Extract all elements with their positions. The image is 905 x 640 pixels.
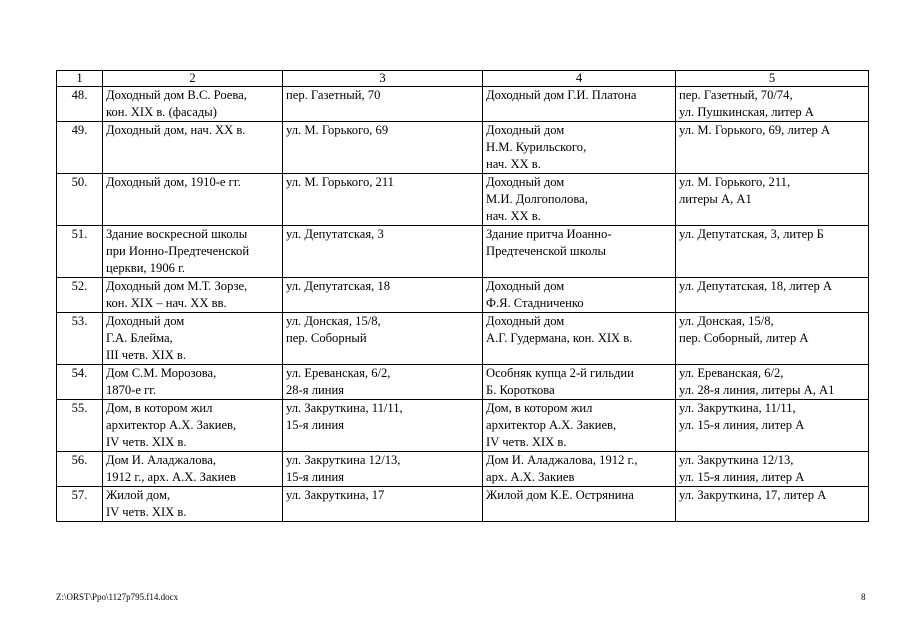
cell-text-line: IV четв. XIX в. [106,435,187,449]
object-address-cell [283,278,483,313]
object-address-cell [283,400,483,452]
historical-name-cell [483,313,676,365]
object-name-cell [103,313,283,365]
current-address-cell [676,487,869,522]
cell-text-line: Г.А. Блейма, [106,331,173,345]
table-row [57,226,869,278]
object-name-cell [103,278,283,313]
cell-text-line: ул. М. Горького, 211 [286,175,394,189]
object-address-cell [283,365,483,400]
cell-text-line: ул. Депутатская, 18, литер А [679,279,833,293]
table-row [57,278,869,313]
cell-text-line: Доходный дом В.С. Роева, [106,88,247,102]
object-address-cell [283,87,483,122]
cell-text-line: III четв. XIX в. [106,348,187,362]
cell-text-line: 15-я линия [286,470,345,484]
cell-text-line: Здание воскресной школы [106,227,248,241]
cell-text-line: ул. Ереванская, 6/2, [286,366,391,380]
cell-text-line: Доходный дом [106,314,185,328]
current-address-cell [676,452,869,487]
row-number-cell: 50. [57,174,103,226]
current-address-cell [676,87,869,122]
historical-name-cell [483,365,676,400]
historical-name-cell [483,174,676,226]
column-header: 2 [103,71,283,87]
cell-text-line: Доходный дом [486,175,565,189]
cell-text-line: ул. М. Горького, 69 [286,123,389,137]
object-name-cell [103,452,283,487]
cell-text-line: Жилой дом К.Е. Острянина [486,488,634,502]
cell-text-line: ул. Ереванская, 6/2, [679,366,784,380]
object-name-cell [103,226,283,278]
cell-text-line: Дом, в котором жил [486,401,593,415]
cell-text-line: ул. Закруткина 12/13, [679,453,794,467]
cell-text-line: нач. XX в. [486,157,541,171]
table-row [57,87,869,122]
cell-text-line: литеры А, А1 [679,192,752,206]
footer-file-path: Z:\ORST\Ppo\1127p795.f14.docx [56,592,179,602]
current-address-cell [676,278,869,313]
table-row [57,400,869,452]
cell-text-line: Доходный дом, 1910-е гг. [106,175,241,189]
cell-text-line: Дом И. Аладжалова, 1912 г., [486,453,638,467]
object-name-cell [103,487,283,522]
cell-text-line: Доходный дом, нач. XX в. [106,123,246,137]
object-name-cell [103,87,283,122]
cell-text-line: Здание притча Иоанно- [486,227,612,241]
cell-text-line: Доходный дом М.Т. Зорзе, [106,279,248,293]
object-address-cell [283,452,483,487]
cell-text-line: ул. Закруткина, 11/11, [286,401,403,415]
column-header: 3 [283,71,483,87]
cell-text-line: церкви, 1906 г. [106,261,185,275]
cell-text-line: Особняк купца 2-й гильдии [486,366,634,380]
cell-text-line: 28-я линия [286,383,345,397]
cell-text-line: А.Г. Гудермана, кон. XIX в. [486,331,633,345]
cell-text-line: М.И. Долгополова, [486,192,588,206]
row-number-cell: 56. [57,452,103,487]
cell-text-line: Доходный дом Г.И. Платона [486,88,637,102]
object-name-cell [103,400,283,452]
cell-text-line: пер. Газетный, 70 [286,88,381,102]
object-name-cell [103,365,283,400]
table-row [57,122,869,174]
current-address-cell [676,313,869,365]
cell-text-line: ул. Закруткина, 17, литер А [679,488,827,502]
cell-text-line: ул. Донская, 15/8, [286,314,381,328]
cell-text-line: нач. XX в. [486,209,541,223]
cell-text-line: ул. 15-я линия, литер А [679,418,805,432]
historical-name-cell [483,226,676,278]
object-address-cell [283,122,483,174]
cell-text-line: 15-я линия [286,418,345,432]
cell-text-line: ул. М. Горького, 211, [679,175,791,189]
row-number-cell: 57. [57,487,103,522]
cell-text-line: IV четв. XIX в. [106,505,187,519]
cell-text-line: Предтеченской школы [486,244,606,258]
object-address-cell [283,174,483,226]
current-address-cell [676,226,869,278]
cell-text-line: ул. Депутатская, 18 [286,279,391,293]
cell-text-line: Доходный дом [486,279,565,293]
cell-text-line: ул. Закруткина, 17 [286,488,385,502]
table-row [57,174,869,226]
table-row [57,365,869,400]
cell-text-line: ул. 28-я линия, литеры А, А1 [679,383,835,397]
object-name-cell [103,174,283,226]
cell-text-line: ул. Депутатская, 3 [286,227,384,241]
table-row [57,313,869,365]
row-number-cell: 53. [57,313,103,365]
object-address-cell [283,487,483,522]
column-header: 5 [676,71,869,87]
cell-text-line: ул. Пушкинская, литер А [679,105,814,119]
cell-text-line: пер. Газетный, 70/74, [679,88,793,102]
cell-text-line: ул. Закруткина, 11/11, [679,401,796,415]
historical-name-cell [483,487,676,522]
object-address-cell [283,313,483,365]
cell-text-line: ул. 15-я линия, литер А [679,470,805,484]
table-row [57,452,869,487]
cell-text-line: пер. Соборный, литер А [679,331,809,345]
cell-text-line: 1912 г., арх. А.Х. Закиев [106,470,236,484]
row-number-cell: 49. [57,122,103,174]
cell-text-line: IV четв. XIX в. [486,435,567,449]
cell-text-line: ул. Закруткина 12/13, [286,453,401,467]
row-number-cell: 55. [57,400,103,452]
cell-text-line: Жилой дом, [106,488,171,502]
cell-text-line: при Ионно-Предтеченской [106,244,250,258]
cell-text-line: кон. XIX в. (фасады) [106,105,217,119]
cell-text-line: ул. Депутатская, 3, литер Б [679,227,824,241]
historical-name-cell [483,87,676,122]
cell-text-line: 1870-е гг. [106,383,157,397]
historical-name-cell [483,122,676,174]
column-header: 4 [483,71,676,87]
current-address-cell [676,400,869,452]
cell-text-line: Б. Короткова [486,383,555,397]
cell-text-line: Дом, в котором жил [106,401,213,415]
current-address-cell [676,122,869,174]
cell-text-line: Доходный дом [486,314,565,328]
object-address-cell [283,226,483,278]
cell-text-line: Дом И. Аладжалова, [106,453,217,467]
table-row [57,487,869,522]
column-header: 1 [57,71,103,87]
cell-text-line: ул. Донская, 15/8, [679,314,774,328]
cell-text-line: пер. Соборный [286,331,367,345]
row-number-cell: 52. [57,278,103,313]
cell-text-line: Дом С.М. Морозова, [106,366,217,380]
historical-name-cell [483,278,676,313]
current-address-cell [676,365,869,400]
cell-text-line: архитектор А.Х. Закиев, [106,418,237,432]
row-number-cell: 51. [57,226,103,278]
cell-text-line: ул. М. Горького, 69, литер А [679,123,831,137]
heritage-objects-table [56,70,869,522]
historical-name-cell [483,452,676,487]
current-address-cell [676,174,869,226]
cell-text-line: кон. XIX – нач. XX вв. [106,296,227,310]
row-number-cell: 54. [57,365,103,400]
cell-text-line: архитектор А.Х. Закиев, [486,418,617,432]
row-number-cell: 48. [57,87,103,122]
table-header-row [57,71,869,87]
object-name-cell [103,122,283,174]
cell-text-line: Доходный дом [486,123,565,137]
cell-text-line: Н.М. Курильского, [486,140,587,154]
cell-text-line: арх. А.Х. Закиев [486,470,575,484]
footer-page-number: 8 [861,592,866,602]
historical-name-cell [483,400,676,452]
cell-text-line: Ф.Я. Стадниченко [486,296,584,310]
